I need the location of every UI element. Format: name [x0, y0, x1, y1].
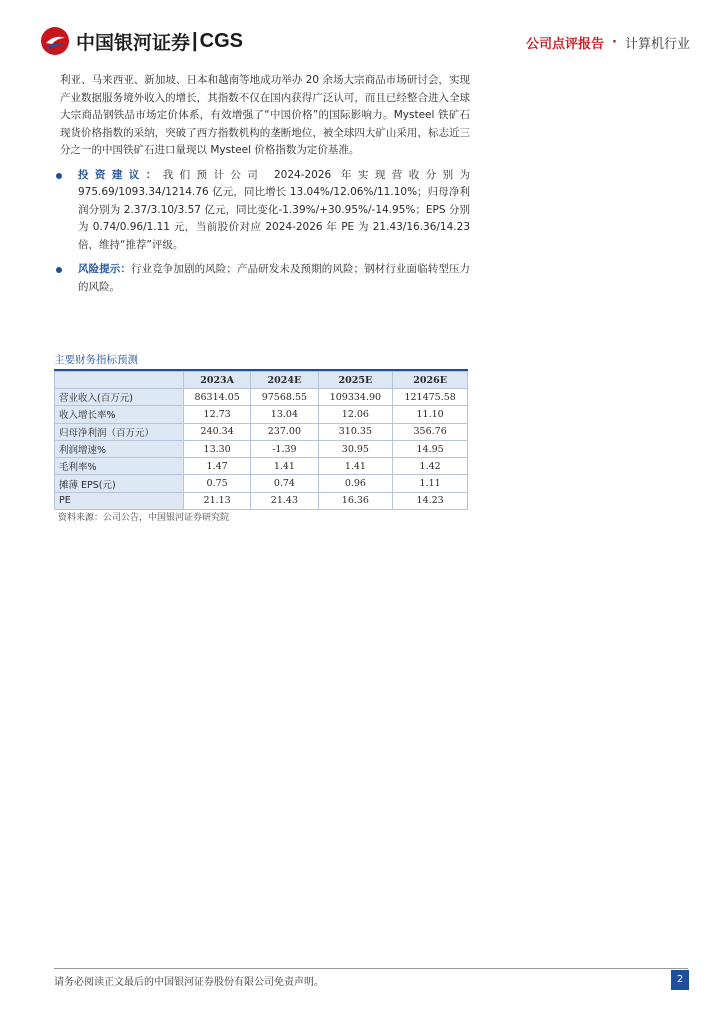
header-dot: ·	[612, 35, 617, 50]
logo-separator: |	[192, 29, 198, 52]
table-cell: 86314.05	[184, 389, 251, 406]
table-cell: 12.06	[318, 406, 393, 423]
table-cell: 237.00	[251, 423, 318, 440]
footer-rule	[54, 968, 688, 969]
table-header-cell: 2026E	[393, 372, 468, 389]
table-cell: 240.34	[184, 423, 251, 440]
row-label: 收入增长率%	[55, 406, 184, 423]
page-number: 2	[671, 970, 689, 990]
table-cell: 356.76	[393, 423, 468, 440]
table-cell: 13.04	[251, 406, 318, 423]
row-label: PE	[55, 492, 184, 509]
footer-disclaimer: 请务必阅读正文最后的中国银河证券股份有限公司免责声明。	[54, 977, 324, 988]
table-cell: 1.41	[318, 458, 393, 475]
table-row	[55, 406, 468, 423]
bullet-risk-warning	[60, 261, 470, 296]
bullet-paragraph	[78, 167, 470, 255]
table-row	[55, 458, 468, 475]
company-logo	[40, 26, 243, 56]
table-cell: 0.96	[318, 475, 393, 492]
bullet-investment-advice	[60, 167, 470, 255]
logo-text: 中国银河证券	[76, 31, 191, 54]
table-cell: 16.36	[318, 492, 393, 509]
table-row	[55, 475, 468, 492]
report-type: 公司点评报告	[526, 37, 605, 52]
bullet-dot-icon	[56, 173, 62, 179]
table-cell: 14.95	[393, 440, 468, 457]
table-cell: 14.23	[393, 492, 468, 509]
cgs-logo-icon	[40, 26, 70, 56]
table-cell: 1.42	[393, 458, 468, 475]
table-header-cell: 2025E	[318, 372, 393, 389]
bullet-title: 风险提示：	[78, 263, 131, 275]
table-header-cell	[55, 372, 184, 389]
row-label: 归母净利润（百万元）	[55, 423, 184, 440]
table-row	[55, 492, 468, 509]
table-cell: 11.10	[393, 406, 468, 423]
table-cell: -1.39	[251, 440, 318, 457]
table-cell: 97568.55	[251, 389, 318, 406]
table-cell: 1.11	[393, 475, 468, 492]
logo-brand: CGS	[199, 29, 243, 52]
row-label: 毛利率%	[55, 458, 184, 475]
financial-forecast-table	[54, 371, 468, 510]
main-content	[60, 72, 470, 296]
table-header-cell: 2023A	[184, 372, 251, 389]
table-cell: 310.35	[318, 423, 393, 440]
bullet-dot-icon	[56, 267, 62, 273]
table-cell: 0.75	[184, 475, 251, 492]
table-cell: 21.13	[184, 492, 251, 509]
header-report-info	[526, 33, 690, 52]
table-cell: 121475.58	[393, 389, 468, 406]
table-cell: 1.41	[251, 458, 318, 475]
table-row	[55, 440, 468, 457]
table-source-note: 资料来源：公司公告，中国银河证券研究院	[58, 513, 230, 523]
table-title: 主要财务指标预测	[54, 354, 138, 366]
table-cell: 0.74	[251, 475, 318, 492]
table-cell: 21.43	[251, 492, 318, 509]
table-cell: 109334.90	[318, 389, 393, 406]
bullet-paragraph	[78, 261, 470, 296]
row-label: 营业收入(百万元)	[55, 389, 184, 406]
table-cell: 12.73	[184, 406, 251, 423]
intro-paragraph: 利亚、马来西亚、新加坡、日本和越南等地成功举办 20 余场大宗商品市场研讨会，实现产业数据服务境外收入的增长，其指数不仅在国内获得广泛认可，而且已经整合进入全球大宗商品钢铁品市场定价体系，有效增强了“中国价格”的国际影响力。Mysteel 铁矿石现货价格指数的采纳，突破了西方指数机构的垄断地位，被全球四大矿山采用，标志近三分之一的中国铁矿石进口量现以 Mysteel 价格指数为定价基准。	[60, 74, 470, 156]
bullet-title: 投资建议：	[78, 168, 163, 181]
row-label: 摊薄 EPS(元)	[55, 475, 184, 492]
bullet-text: 我们预计公司 2024-2026 年实现营收分别为 975.69/1093.34/1214.76 亿元，同比增长 13.04%/12.06%/11.10%；归母净利润分别为 2.37/3.10/3.57 亿元，同比变化-1.39%/+30.95%/-14.95%；EPS 分别为 0.74/0.96/1.11 元，当前股价对应 2024-2026 年 PE 为 21.43/16.36/14.23 倍，维持“推荐”评级。	[78, 168, 470, 251]
table-row	[55, 423, 468, 440]
table-cell: 30.95	[318, 440, 393, 457]
row-label: 利润增速%	[55, 440, 184, 457]
table-header-cell: 2024E	[251, 372, 318, 389]
table-cell: 1.47	[184, 458, 251, 475]
bullet-text: 行业竞争加剧的风险；产品研发未及预期的风险；钢材行业面临转型压力的风险。	[78, 263, 471, 293]
industry-label: 计算机行业	[624, 37, 690, 52]
table-row	[55, 389, 468, 406]
table-header-row	[55, 372, 468, 389]
table-cell: 13.30	[184, 440, 251, 457]
page-header	[0, 0, 724, 60]
